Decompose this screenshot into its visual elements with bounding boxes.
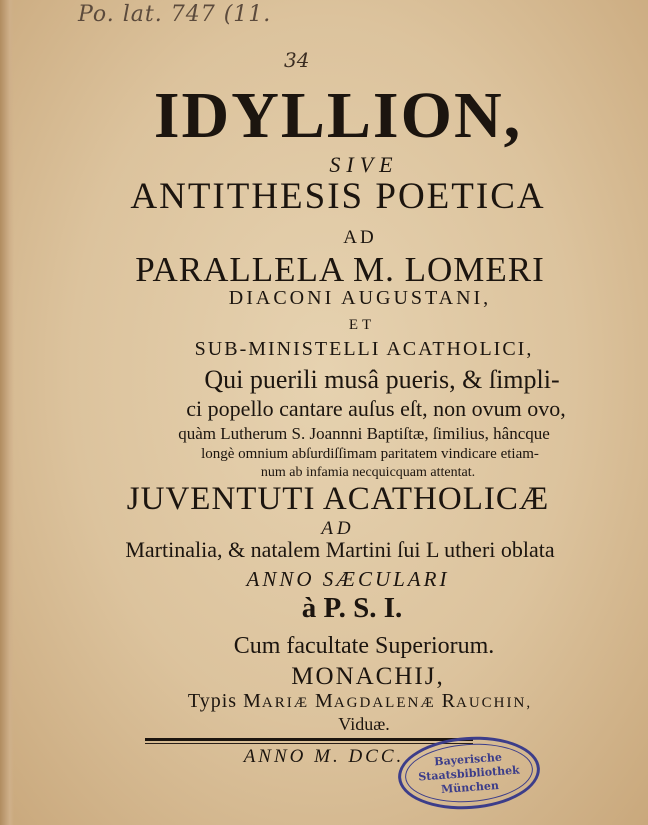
- body-line-3: quàm Lutherum S. Joannni Baptiſtæ, ſimilius, hâncque: [178, 424, 550, 443]
- divider-rule: [145, 738, 473, 741]
- author-initials: à P. S. I.: [301, 592, 403, 624]
- ad-line-2: AD: [321, 518, 355, 539]
- anno-saeculari-line: ANNO SÆCULARI: [246, 567, 450, 591]
- stamp-line-3: München: [440, 778, 500, 796]
- library-stamp: [396, 732, 543, 814]
- ad-line-1: AD: [343, 227, 377, 248]
- body-line-2: ci popello cantare auſus eſt, non ovum ovo,: [186, 396, 566, 421]
- stamp-line-1: Bayerische: [433, 750, 503, 769]
- main-title: IDYLLION,: [153, 79, 523, 152]
- place-line: MONACHIJ,: [291, 663, 445, 690]
- printer-name-2: MAGDALENÆ: [315, 690, 436, 712]
- typis-word: Typis: [187, 690, 238, 712]
- viduae-line: Viduæ.: [338, 714, 390, 734]
- diaconi-line: DIACONI AUGUSTANI,: [228, 287, 492, 309]
- martinalia-line: Martinalia, & natalem Martini ſui L utheri oblata: [125, 537, 555, 562]
- permission-line: Cum facultate Superiorum.: [233, 633, 495, 659]
- body-line-4: longè omnium abſurdiſſimam paritatem vindicare etiam-: [201, 446, 539, 462]
- body-line-5: num ab infamia necquicquam attentat.: [260, 465, 476, 480]
- juventuti-line: JUVENTUTI ACATHOLICÆ: [126, 481, 550, 517]
- subministelli-line: SUB-MINISTELLI ACATHOLICI,: [194, 338, 534, 360]
- stamp-line-2: Staatsbibliothek: [417, 763, 521, 784]
- printer-name-3: RAUCHIN,: [441, 690, 533, 712]
- catalog-note: Po. lat. 747 (11.: [78, 2, 272, 27]
- body-line-1: Qui puerili musâ pueris, & ſimpli-: [204, 365, 560, 394]
- printer-name-1: MARIÆ: [243, 690, 310, 712]
- date-line: ANNO M. DCC.: [243, 746, 405, 767]
- page-number: 34: [284, 48, 310, 72]
- et-line: ET: [348, 317, 376, 333]
- sive-line: SIVE: [329, 152, 399, 177]
- printer-line: [0, 690, 648, 713]
- parallela-line: PARALLELA M. LOMERI: [135, 250, 545, 289]
- subtitle: ANTITHESIS POETICA: [130, 176, 546, 217]
- divider-rule-thin: [145, 743, 473, 744]
